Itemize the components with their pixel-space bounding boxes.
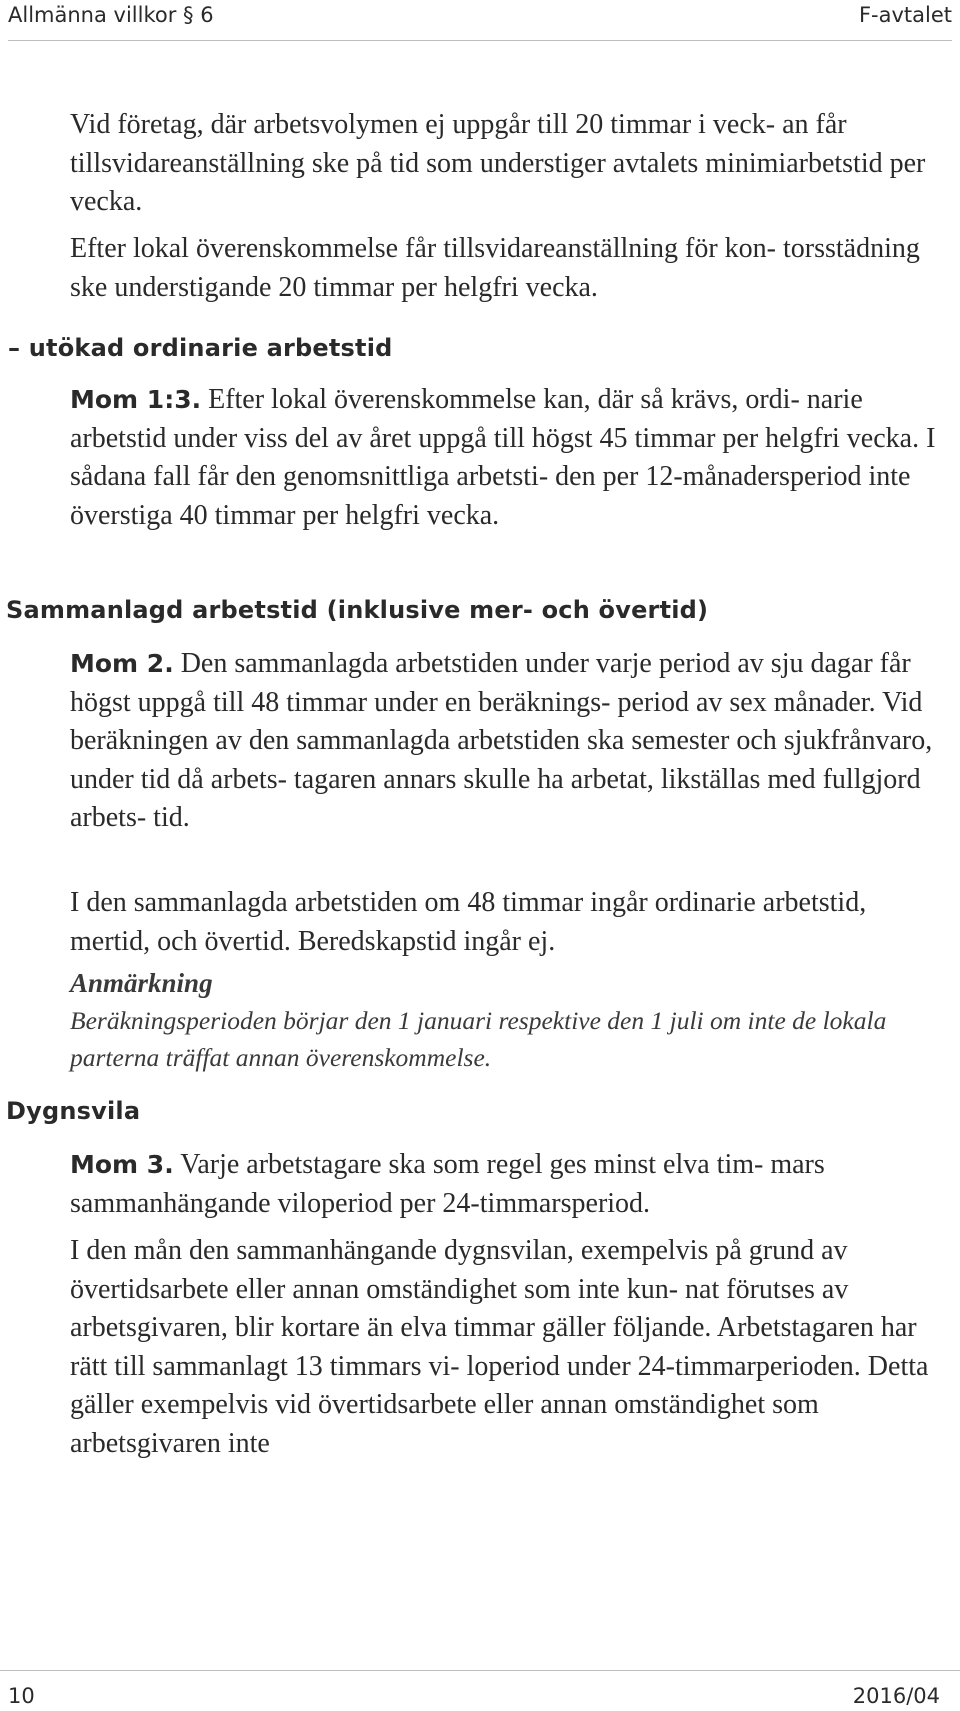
header-document-name: F-avtalet xyxy=(858,3,952,27)
mom-2-paragraph xyxy=(70,645,950,838)
intro-paragraph-1-text: Vid företag, där arbetsvolymen ej uppgår till 20 timmar i veck- an får tillsvidareanställning ske på tid som understiger avtalets minimiarbetstid per vecka. xyxy=(70,109,926,217)
mom-2-paragraph-2-text: I den sammanlagda arbetstiden om 48 timmar ingår ordinarie arbetstid, mertid, och övertid. Beredskapstid ingår ej. xyxy=(70,887,867,957)
mom-3-paragraph xyxy=(70,1146,950,1223)
note-title: Anmärkning xyxy=(70,968,213,998)
mom-3-text: Varje arbetstagare ska som regel ges minst elva tim- mars sammanhängande viloperiod per 24-timmarsperiod. xyxy=(70,1149,825,1219)
header-section-title: Allmänna villkor § 6 xyxy=(8,3,214,27)
note-text: Beräkningsperioden börjar den 1 januari respektive den 1 juli om inte de lokala parterna träffat annan överenskommelse. xyxy=(70,1006,887,1072)
mom-1-3-text: Efter lokal överenskommelse kan, där så krävs, ordi- narie arbetstid under viss del av året uppgå till högst 45 timmar per helgfri vecka. I sådana fall får den genomsnittliga arbetsti- den per 12-månadersperiod inte överstiga 40 timmar per helgfri vecka. xyxy=(70,384,936,531)
section-heading-sammanlagd: Sammanlagd arbetstid (inklusive mer- och övertid) xyxy=(6,596,709,624)
section-heading-dygnsvila: Dygnsvila xyxy=(6,1097,141,1125)
mom-2-paragraph-2 xyxy=(70,884,950,961)
page-footer xyxy=(0,1670,960,1711)
intro-paragraph-2 xyxy=(70,230,950,307)
subheading-utokad: – utökad ordinarie arbetstid xyxy=(8,334,393,362)
page-number: 10 xyxy=(8,1684,35,1708)
document-version: 2016/04 xyxy=(852,1684,940,1708)
mom-1-3-label: Mom 1:3. xyxy=(70,385,202,414)
mom-1-3-paragraph xyxy=(70,381,950,535)
mom-3-paragraph-2 xyxy=(70,1232,950,1463)
mom-2-text: Den sammanlagda arbetstiden under varje period av sju dagar får högst uppgå till 48 timmar under en beräknings- period av sex månader. Vid beräkningen av den sammanlagda arbetstiden ska semester och sjukfrånvaro, under tid då arbets- tagaren annars skulle ha arbetat, likställas med fullgjord arbets- tid. xyxy=(70,648,933,833)
running-header xyxy=(8,0,952,41)
mom-2-label: Mom 2. xyxy=(70,649,174,678)
intro-paragraph-1 xyxy=(70,106,950,222)
intro-paragraph-2-text: Efter lokal överenskommelse får tillsvidareanställning för kon- torsstädning ske understigande 20 timmar per helgfri vecka. xyxy=(70,233,920,303)
mom-3-label: Mom 3. xyxy=(70,1150,174,1179)
mom-3-paragraph-2-text: I den mån den sammanhängande dygnsvilan, exempelvis på grund av övertidsarbete eller annan omständighet som inte kun- nat förutses av arbetsgivaren, blir kortare än elva timmar gäller följande. Arbetstagaren har rätt till sammanlagt 13 timmars vi- loperiod under 24-timmarperioden. Detta gäller exempelvis vid övertidsarbete eller annan omständighet som arbetsgivaren inte xyxy=(70,1235,929,1459)
